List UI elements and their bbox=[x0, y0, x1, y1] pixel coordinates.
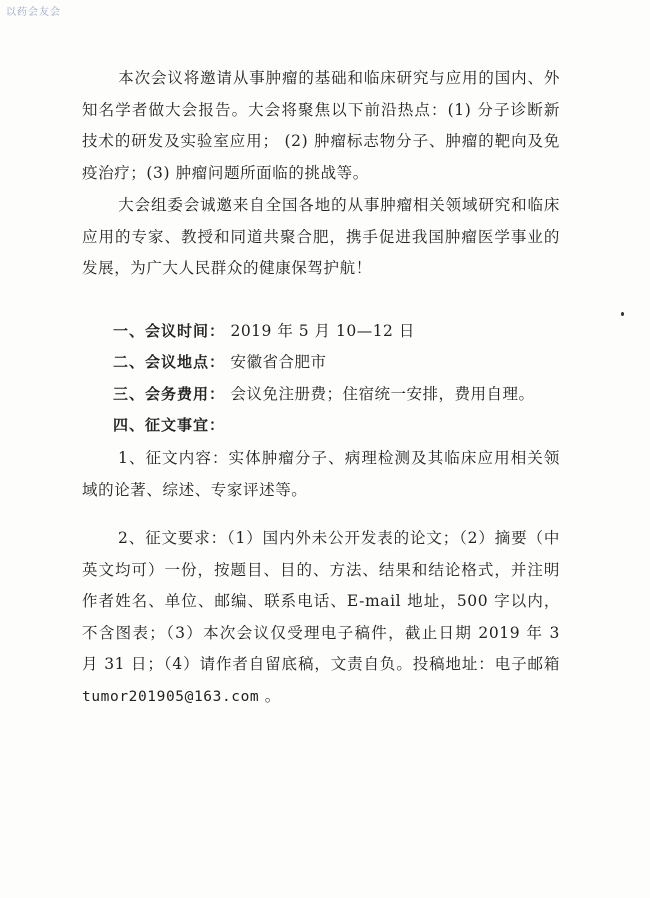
paper-requirements-item bbox=[82, 523, 560, 713]
intro-paragraph-2-text: 大会组委会诚邀来自全国各地的从事肿瘤相关领域研究和临床应用的专家、教授和同道共聚合肥，携手促进我国肿瘤医学事业的发展，为广大人民群众的健康保驾护航！ bbox=[82, 196, 560, 277]
end-mark: 。 bbox=[259, 686, 281, 705]
intro-paragraph-1 bbox=[82, 63, 560, 189]
watermark-logo: 以药会友会 bbox=[6, 7, 61, 18]
meeting-place-value: 安徽省合肥市 bbox=[230, 353, 327, 371]
call-for-papers-label: 四、征文事宜： bbox=[113, 416, 226, 434]
meeting-place-label: 二、会议地点： bbox=[113, 353, 226, 371]
meeting-fee-value: 会议免注册费；住宿统一安排，费用自理。 bbox=[230, 385, 535, 403]
meeting-place bbox=[113, 347, 326, 378]
meeting-time-label: 一、会议时间： bbox=[113, 322, 226, 340]
call-for-papers-heading bbox=[113, 410, 225, 441]
scan-speck bbox=[621, 312, 624, 316]
meeting-fee-label: 三、会务费用： bbox=[113, 385, 226, 403]
paper-content-text: 1、征文内容：实体肿瘤分子、病理检测及其临床应用相关领域的论著、综述、专家评述等。 bbox=[82, 449, 560, 499]
paper-content-item bbox=[82, 443, 560, 506]
meeting-fee bbox=[113, 379, 534, 410]
intro-paragraph-1-text: 本次会议将邀请从事肿瘤的基础和临床研究与应用的国内、外知名学者做大会报告。大会将聚焦以下前沿热点：(1) 分子诊断新技术的研发及实验室应用； (2) 肿瘤标志物分子、肿瘤的靶向及免疫治疗；(3) 肿瘤问题所面临的挑战等。 bbox=[82, 69, 560, 182]
meeting-time-value: 2019 年 5 月 10—12 日 bbox=[230, 322, 415, 340]
meeting-time bbox=[113, 316, 415, 347]
intro-paragraph-2 bbox=[82, 190, 560, 285]
paper-requirements-text: 2、征文要求：（1）国内外未公开发表的论文；（2）摘要（中英文均可）一份，按题目、目的、方法、结果和结论格式，并注明作者姓名、单位、邮编、联系电话、E-mail 地址，500 字以内，不含图表；（3）本次会议仅受理电子稿件，截止日期 2019 年 3 月 31 日；（4）请作者自留底稿，文责自负。投稿地址：电子邮箱 bbox=[82, 529, 560, 673]
submission-email[interactable]: tumor201905@163.com bbox=[82, 688, 260, 705]
